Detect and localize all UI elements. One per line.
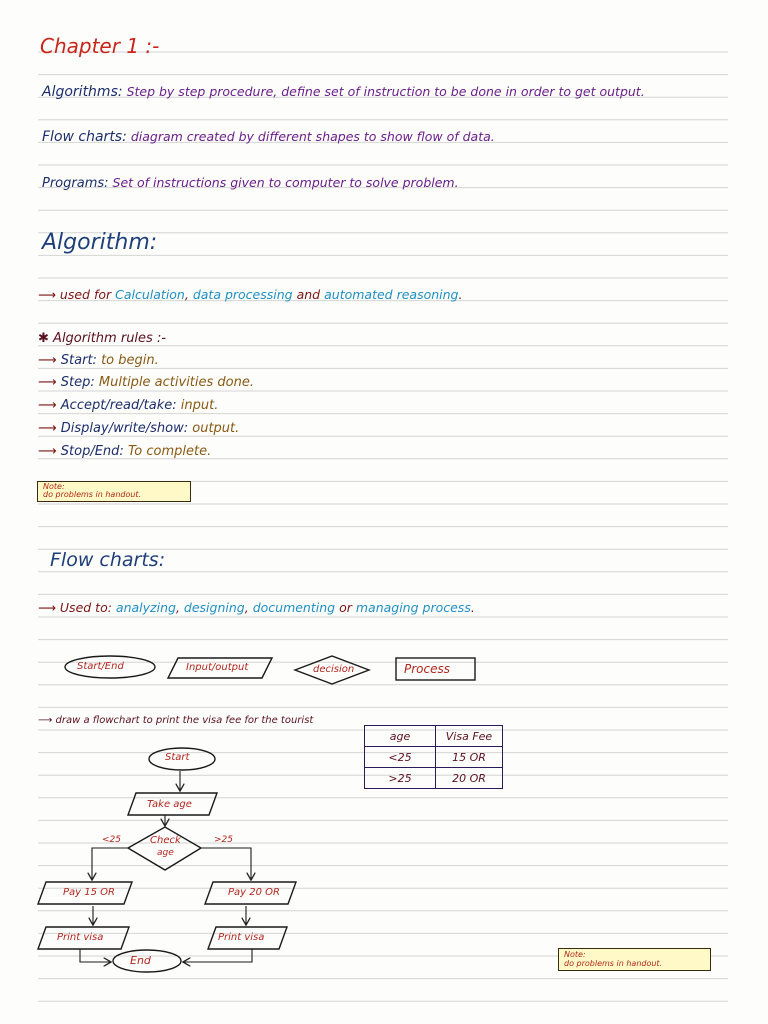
algorithm-heading: Algorithm: (42, 230, 158, 255)
use-item: analyzing (115, 600, 176, 615)
rule-item (38, 421, 239, 436)
arrow-icon: ⟶ (38, 398, 57, 413)
definition-term: Programs: (42, 176, 109, 191)
visa-fee-table (364, 725, 503, 789)
end-mark: . (458, 287, 463, 302)
arrow-icon: ⟶ (38, 375, 57, 390)
algorithm-uses (38, 287, 462, 302)
conjunction: or (339, 600, 352, 615)
rule-value: input. (180, 398, 219, 413)
separator: , (184, 287, 189, 302)
rule-item (38, 353, 159, 368)
table-cell: >25 (365, 768, 436, 789)
table-cell: <25 (365, 747, 436, 768)
check-age-label-line1: Check (150, 835, 181, 846)
arrow-icon: ⟶ (38, 353, 57, 368)
definition-term: Algorithms: (42, 84, 123, 100)
note-label: Note: (43, 482, 65, 491)
table-row (365, 747, 503, 768)
rules-title (38, 331, 166, 346)
connector-arrow (201, 848, 251, 879)
arrow-icon: ⟶ (38, 715, 53, 726)
table-header-row (365, 726, 503, 747)
arrow-icon: ⟶ (38, 421, 57, 436)
rule-value: Multiple activities done. (98, 375, 254, 390)
note-box-flowcharts (558, 948, 711, 971)
flowcharts-heading: Flow charts: (50, 549, 166, 571)
definition-text: diagram created by different shapes to show flow of data. (130, 129, 495, 144)
table-header-cell: age (365, 726, 436, 747)
rule-value: output. (192, 421, 240, 436)
branch-label-right: >25 (214, 835, 233, 845)
definition-flowcharts (42, 129, 495, 145)
flowchart-task (38, 715, 313, 726)
print-left-node-label: Print visa (57, 932, 104, 943)
use-item: automated reasoning (324, 287, 459, 302)
rule-item (38, 444, 211, 459)
rule-key: Step: (60, 375, 95, 390)
arrow-icon: ⟶ (38, 444, 57, 459)
use-item: designing (183, 600, 245, 615)
pay-left-node-label: Pay 15 OR (63, 887, 115, 898)
legend-input-output-label: Input/output (186, 662, 249, 673)
task-text: draw a flowchart to print the visa fee for the tourist (55, 715, 314, 726)
use-item: managing process (355, 600, 471, 615)
table-header-cell: Visa Fee (436, 726, 503, 747)
legend-decision-label: decision (313, 664, 355, 675)
end-mark: . (470, 600, 475, 615)
note-label: Note: (564, 950, 586, 959)
definition-text: Set of instructions given to computer to solve problem. (112, 175, 459, 190)
use-item: documenting (252, 600, 336, 615)
definition-programs (42, 175, 459, 191)
arrow-icon: ⟶ (38, 287, 56, 302)
separator: , (244, 600, 249, 615)
use-item: Calculation (115, 287, 185, 302)
note-box-algorithm (37, 481, 191, 502)
rule-value: To complete. (127, 444, 212, 459)
table-row (365, 768, 503, 789)
chapter-title: Chapter 1 :- (40, 34, 160, 58)
use-item: data processing (192, 287, 293, 302)
definition-text: Step by step procedure, define set of instruction to be done in order to get output. (126, 84, 645, 99)
flowcharts-uses (38, 600, 475, 615)
pay-right-node-label: Pay 20 OR (228, 887, 280, 898)
definition-term: Flow charts: (42, 129, 127, 145)
legend-start-end-label: Start/End (77, 661, 124, 672)
start-node-label: Start (165, 752, 190, 763)
rule-key: Stop/End: (60, 444, 124, 459)
rule-item (38, 375, 254, 390)
star-icon: ✱ (38, 331, 49, 346)
branch-label-left: <25 (102, 835, 121, 845)
note-text: do problems in handout. (43, 490, 142, 499)
check-age-label-line2: age (157, 848, 174, 858)
table-cell: 20 OR (436, 768, 503, 789)
table-cell: 15 OR (436, 747, 503, 768)
rule-key: Display/write/show: (60, 421, 189, 436)
separator: , (175, 600, 180, 615)
arrow-icon: ⟶ (38, 600, 56, 615)
connector-arrow (92, 848, 128, 879)
conjunction: and (296, 287, 321, 302)
rule-value: to begin. (101, 353, 159, 368)
uses-prefix: Used to: (59, 600, 112, 615)
connector-arrow (184, 949, 252, 962)
legend-process-label: Process (404, 662, 450, 676)
connector-arrow (80, 949, 110, 962)
rules-title-text: Algorithm rules :- (53, 331, 167, 346)
rule-item (38, 398, 218, 413)
uses-prefix: used for (59, 287, 112, 302)
take-age-node-label: Take age (147, 799, 192, 810)
definition-algorithms (42, 84, 645, 100)
note-text: do problems in handout. (564, 959, 663, 968)
rule-key: Start: (60, 353, 97, 368)
rule-key: Accept/read/take: (60, 398, 177, 413)
print-right-node-label: Print visa (218, 932, 265, 943)
end-node-label: End (130, 954, 151, 967)
